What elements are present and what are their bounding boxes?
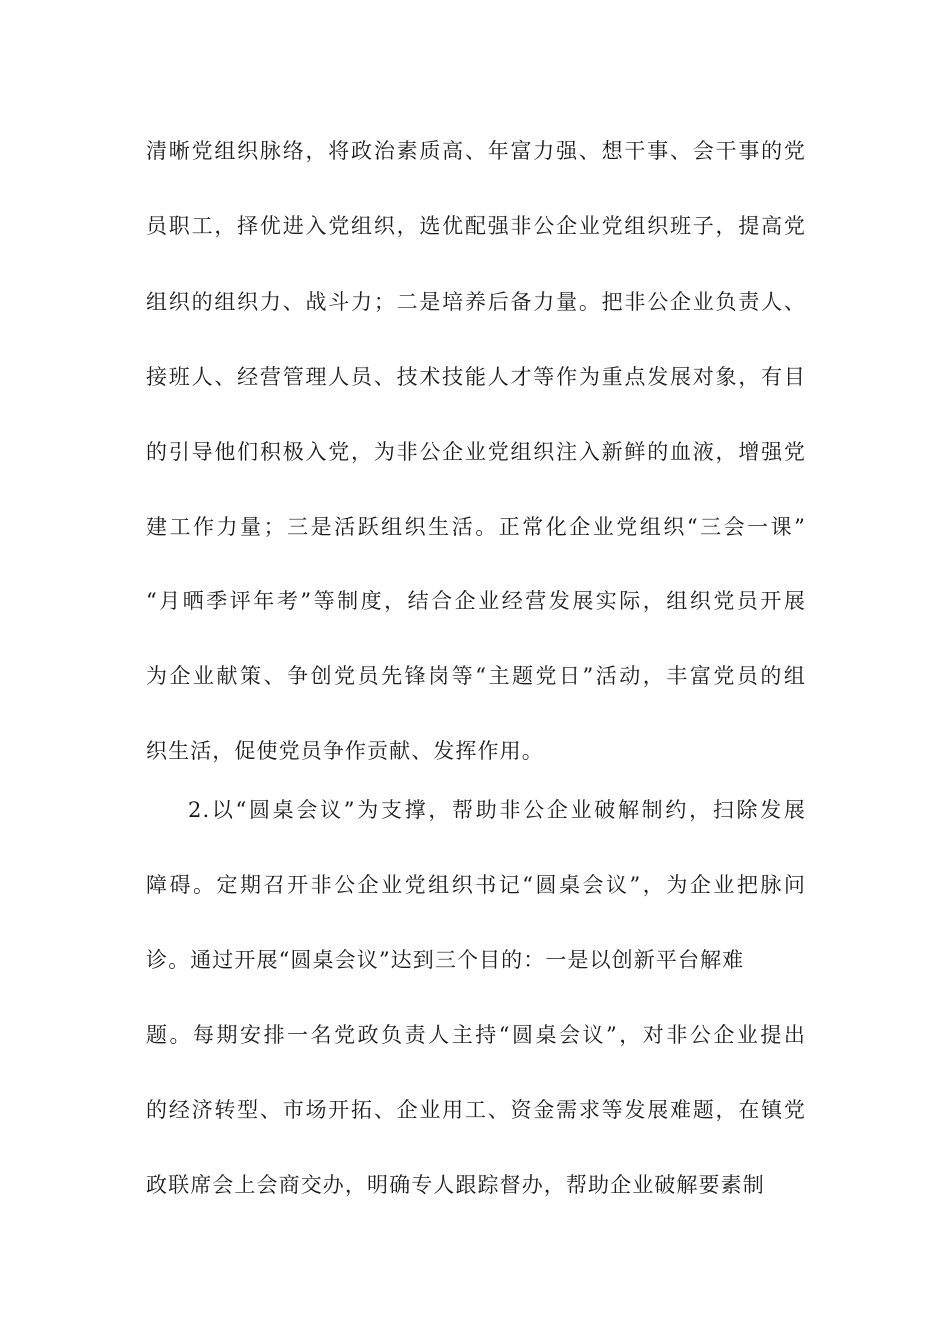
paragraph-line: 的经济转型、市场开拓、企业用工、资金需求等发展难题，在镇党 xyxy=(146,1098,806,1122)
paragraph-line: 员职工，择优进入党组织，选优配强非公企业党组织班子，提高党 xyxy=(146,214,806,238)
paragraph-line: 题。每期安排一名党政负责人主持“圆桌会议”，对非公企业提出 xyxy=(146,1023,806,1047)
paragraph-line: “月晒季评年考”等制度，结合企业经营发展实际，组织党员开展 xyxy=(146,589,806,613)
paragraph-line: 2.以“圆桌会议”为支撑，帮助非公企业破解制约，扫除发展 xyxy=(188,798,806,822)
paragraph-line: 政联席会上会商交办，明确专人跟踪督办，帮助企业破解要素制 xyxy=(146,1173,765,1197)
paragraph-line: 组织的组织力、战斗力；二是培养后备力量。把非公企业负责人、 xyxy=(146,290,806,314)
paragraph-line: 织生活，促使党员争作贡献、发挥作用。 xyxy=(146,739,544,763)
paragraph-line: 建工作力量；三是活跃组织生活。正常化企业党组织“三会一课” xyxy=(146,515,806,539)
paragraph-line: 的引导他们积极入党，为非公企业党组织注入新鲜的血液，增强党 xyxy=(146,440,806,464)
paragraph-line: 诊。通过开展“圆桌会议”达到三个目的：一是以创新平台解难 xyxy=(146,948,745,972)
paragraph-line: 接班人、经营管理人员、技术技能人才等作为重点发展对象，有目 xyxy=(146,365,806,389)
paragraph-line: 障碍。定期召开非公企业党组织书记“圆桌会议”，为企业把脉问 xyxy=(146,873,806,897)
paragraph-line: 为企业献策、争创党员先锋岗等“主题党日”活动，丰富党员的组 xyxy=(146,664,806,688)
paragraph-line: 清晰党组织脉络，将政治素质高、年富力强、想干事、会干事的党 xyxy=(146,139,806,163)
